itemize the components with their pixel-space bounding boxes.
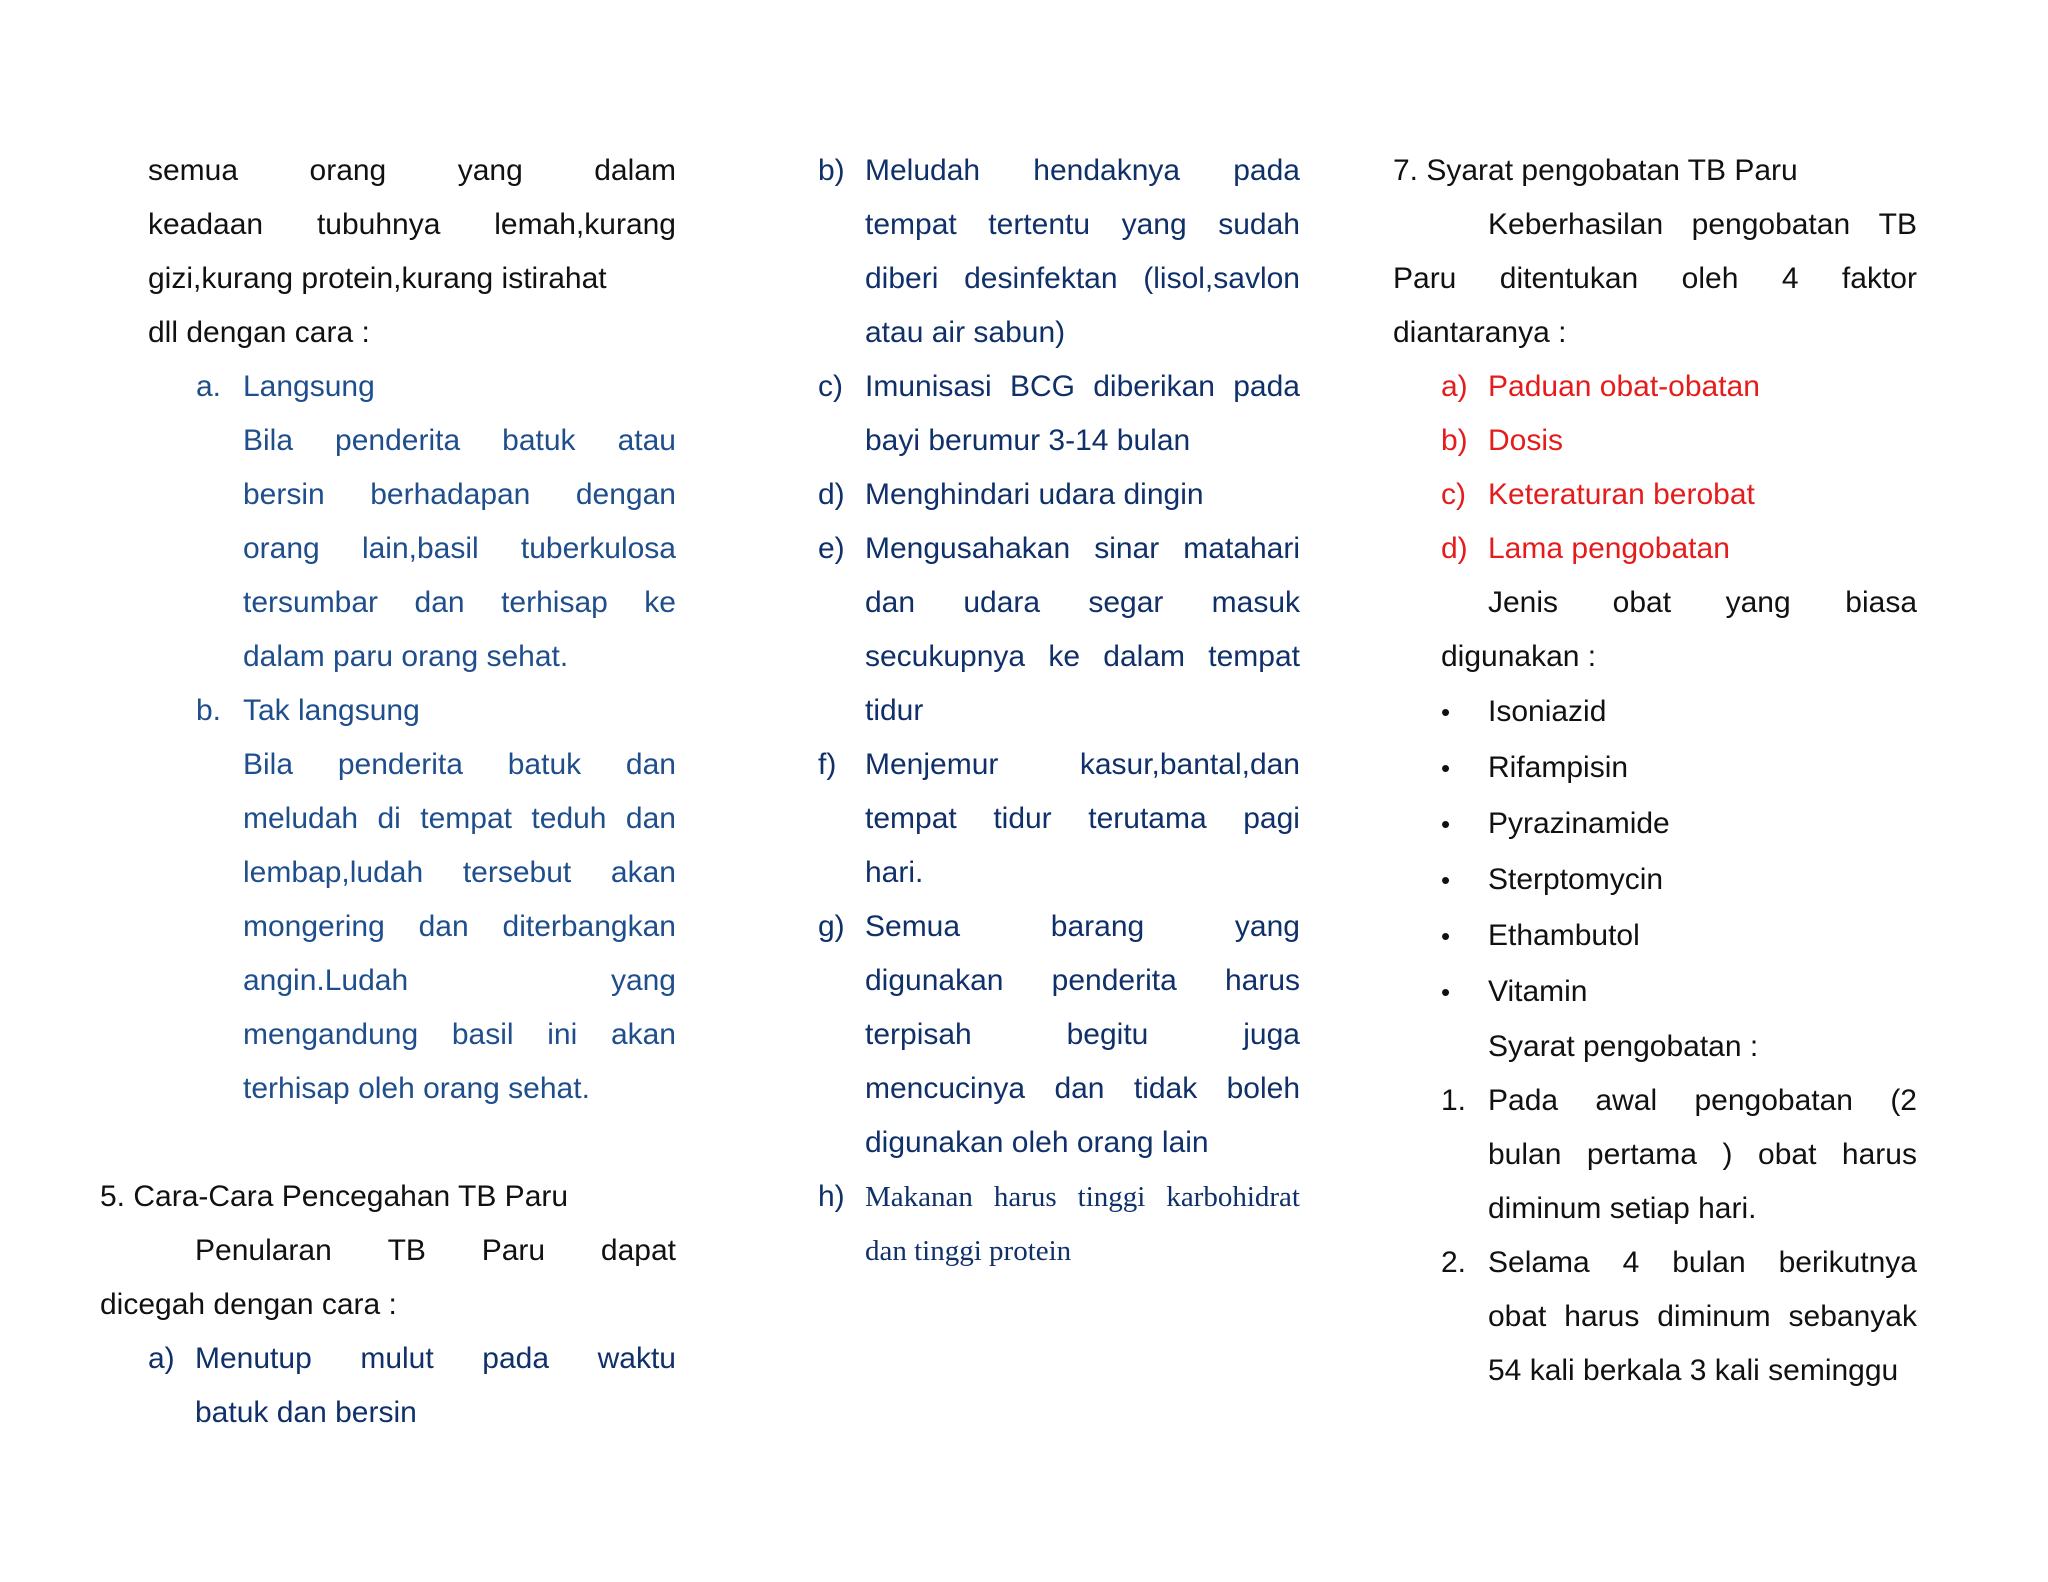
text-line: Paru ditentukan oleh 4 faktor: [1393, 262, 1917, 295]
text-line: Bila penderita batuk atau: [243, 424, 676, 457]
list-item: • Vitamin: [1441, 964, 1917, 1020]
text-line: terpisah begitu juga: [865, 1018, 1300, 1051]
prevention-item-g: [818, 900, 1300, 1170]
bullet-icon: •: [1441, 865, 1451, 895]
text-line: keadaan tubuhnya lemah,kurang: [148, 208, 676, 241]
text-line: dan udara segar masuk: [865, 586, 1300, 619]
text-line: batuk dan bersin: [195, 1396, 417, 1429]
text-line: terhisap oleh orang sehat.: [243, 1072, 590, 1105]
list-item: • Pyrazinamide: [1441, 796, 1917, 852]
text-line: digunakan penderita harus: [865, 964, 1300, 997]
bullet-icon: •: [1441, 753, 1451, 783]
prevention-item-e: [818, 522, 1300, 738]
text-line: meludah di tempat teduh dan: [243, 802, 676, 835]
list-marker: f): [818, 748, 837, 781]
text-line: Menjemur kasur,bantal,dan: [865, 748, 1300, 781]
prevention-item-a: [148, 1332, 676, 1440]
intro-paragraph: [148, 144, 676, 360]
list-item: b) Dosis: [1441, 414, 1917, 468]
prevention-item-d: [818, 468, 1300, 522]
column-middle: [818, 144, 1300, 1278]
text-line: digunakan oleh orang lain: [865, 1126, 1209, 1159]
text-line: angin.Ludah yang: [243, 964, 676, 997]
list-marker: b.: [196, 694, 222, 727]
text-line: bersin berhadapan dengan: [243, 478, 676, 511]
text-line: mongering dan diterbangkan: [243, 910, 676, 943]
bullet-icon: •: [1441, 697, 1451, 727]
transmission-item-indirect: [196, 684, 676, 1116]
text-line: dll dengan cara :: [148, 316, 370, 349]
bullet-icon: •: [1441, 977, 1451, 1007]
text-line: tempat tidur terutama pagi: [865, 802, 1300, 835]
list-marker: b): [1441, 424, 1468, 457]
prevention-item-c: [818, 360, 1300, 468]
factor-list: [1393, 360, 1917, 576]
item-title: Langsung: [243, 370, 375, 403]
requirement-item-1: [1441, 1074, 1917, 1236]
text-line: diminum setiap hari.: [1488, 1192, 1757, 1225]
text-line: Meludah hendaknya pada: [865, 154, 1300, 187]
text-line: Jenis obat yang biasa: [1488, 586, 1917, 619]
prevention-item-b: [818, 144, 1300, 360]
list-item: • Rifampisin: [1441, 740, 1917, 796]
list-marker: c): [818, 370, 843, 403]
text-line: diberi desinfektan (lisol,savlon: [865, 262, 1300, 295]
column-left: [100, 144, 676, 1440]
list-marker: a): [148, 1342, 175, 1375]
text-line: Penularan TB Paru dapat: [195, 1234, 676, 1267]
list-marker: d): [1441, 532, 1468, 565]
text-line: bayi berumur 3-14 bulan: [865, 424, 1191, 457]
list-marker: a): [1441, 370, 1468, 403]
column-right: [1393, 144, 1917, 1398]
list-item: • Isoniazid: [1441, 684, 1917, 740]
list-item: d) Lama pengobatan: [1441, 522, 1917, 576]
text-line: obat harus diminum sebanyak: [1488, 1300, 1917, 1333]
text-line: tersumbar dan terhisap ke: [243, 586, 676, 619]
list-marker: g): [818, 910, 845, 943]
text-line: secukupnya ke dalam tempat: [865, 640, 1300, 673]
prevention-item-f: [818, 738, 1300, 900]
transmission-item-direct: [196, 360, 676, 684]
section-heading-5: 5. Cara-Cara Pencegahan TB Paru: [100, 1180, 569, 1213]
requirement-item-2: [1441, 1236, 1917, 1398]
list-marker: d): [818, 478, 845, 511]
text-line: 54 kali berkala 3 kali seminggu: [1488, 1354, 1899, 1387]
list-marker: 2.: [1441, 1246, 1467, 1279]
item-title: Tak langsung: [243, 694, 420, 727]
bullet-icon: •: [1441, 809, 1451, 839]
section5-intro: [100, 1224, 676, 1332]
text-line: Makanan harus tinggi karbohidrat: [865, 1181, 1300, 1213]
text-line: Selama 4 bulan berikutnya: [1488, 1246, 1917, 1279]
list-item: • Ethambutol: [1441, 908, 1917, 964]
text-line: gizi,kurang protein,kurang istirahat: [148, 262, 607, 295]
section-heading-7: 7. Syarat pengobatan TB Paru: [1393, 154, 1798, 187]
list-item: a) Paduan obat-obatan: [1441, 360, 1917, 414]
text-line: mencucinya dan tidak boleh: [865, 1072, 1300, 1105]
text-line: dalam paru orang sehat.: [243, 640, 569, 673]
text-line: dicegah dengan cara :: [100, 1288, 397, 1321]
drug-list: [1393, 684, 1917, 1020]
text-line: semua orang yang dalam: [148, 154, 676, 187]
text-line: Imunisasi BCG diberikan pada: [865, 370, 1300, 403]
bullet-icon: •: [1441, 921, 1451, 951]
drugs-intro: [1441, 576, 1917, 684]
text-line: diantaranya :: [1393, 316, 1567, 349]
text-line: atau air sabun): [865, 316, 1066, 349]
list-marker: 1.: [1441, 1084, 1467, 1117]
list-item: • Sterptomycin: [1441, 852, 1917, 908]
prevention-item-h: [818, 1170, 1300, 1278]
list-marker: b): [818, 154, 845, 187]
text-line: hari.: [865, 856, 924, 889]
text-line: tidur: [865, 694, 924, 727]
text-line: Mengusahakan sinar matahari: [865, 532, 1300, 565]
requirements-label: Syarat pengobatan :: [1488, 1030, 1759, 1063]
text-line: lembap,ludah tersebut akan: [243, 856, 676, 889]
text-line: Pada awal pengobatan (2: [1488, 1084, 1917, 1117]
text-line: Bila penderita batuk dan: [243, 748, 676, 781]
text-line: digunakan :: [1441, 640, 1597, 673]
text-line: tempat tertentu yang sudah: [865, 208, 1300, 241]
text-line: mengandung basil ini akan: [243, 1018, 676, 1051]
text-line: Menutup mulut pada waktu: [195, 1342, 676, 1375]
list-item: c) Keteraturan berobat: [1441, 468, 1917, 522]
text-line: Menghindari udara dingin: [865, 478, 1204, 511]
text-line: orang lain,basil tuberkulosa: [243, 532, 676, 565]
list-marker: h): [818, 1180, 845, 1213]
list-marker: e): [818, 532, 845, 565]
list-marker: c): [1441, 478, 1466, 511]
text-line: Keberhasilan pengobatan TB: [1488, 208, 1917, 241]
list-marker: a.: [196, 370, 222, 403]
text-line: dan tinggi protein: [865, 1235, 1072, 1267]
text-line: Semua barang yang: [865, 910, 1300, 943]
text-line: bulan pertama ) obat harus: [1488, 1138, 1917, 1171]
section7-intro: [1393, 198, 1917, 360]
